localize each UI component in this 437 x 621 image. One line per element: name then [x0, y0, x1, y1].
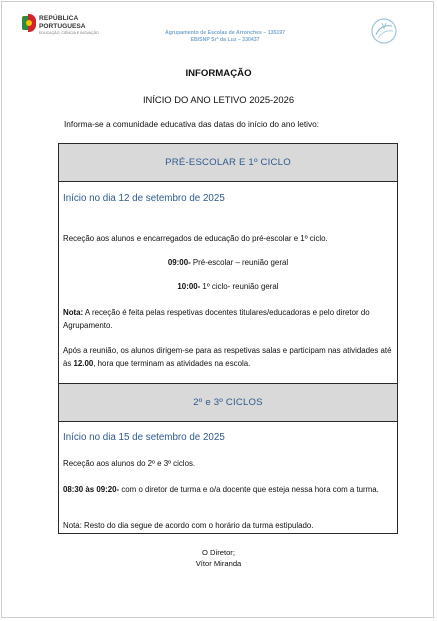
section2-time-label: 08:30 às 09:20-: [63, 485, 120, 494]
section1-item2: [63, 281, 393, 294]
section-heading-label: PRÉ-ESCOLAR E 1º CICLO: [165, 157, 291, 168]
after-pre: Após a reunião, os alunos dirigem-se para as respetivas salas e participam nas atividades até às: [63, 346, 392, 368]
logo-line-3: EDUCAÇÃO, CIÊNCIA E INOVAÇÃO: [39, 31, 99, 36]
section2-reception: Receção aos alunos do 2º e 3º ciclos.: [63, 459, 196, 468]
document-title: INFORMAÇÃO: [185, 68, 252, 79]
section1-after: [63, 345, 393, 370]
signature-name: Vítor Miranda: [195, 559, 242, 568]
section2-time: [63, 484, 393, 497]
section1-date: Início no dia 12 de setembro de 2025: [63, 193, 225, 204]
section2-time-text: com o diretor de turma e o/a docente que esteja nessa hora com a turma.: [119, 485, 379, 494]
after-time: 12.00: [73, 358, 94, 368]
logo-line-1: REPÚBLICA: [39, 15, 79, 22]
section-heading-label: 2º e 3º CICLOS: [193, 397, 263, 408]
school-header: [145, 30, 305, 43]
section2-date: Início no dia 15 de setembro de 2025: [63, 432, 225, 443]
flag-emblem-icon: [22, 14, 36, 32]
section1-reception: Receção aos alunos e encarregados de educação do pré-escolar e 1º ciclo.: [63, 234, 328, 243]
school-line-2: EB/SNP Srª da Luz – 330437: [190, 36, 260, 43]
section1-item1: [63, 257, 393, 270]
document-subtitle: INÍCIO DO ANO LETIVO 2025-2026: [142, 94, 295, 105]
school-emblem-icon: [370, 17, 398, 45]
intro-text: Informa-se a comunidade educativa das datas do início do ano letivo:: [64, 119, 320, 129]
republica-portuguesa-logo: [22, 14, 99, 36]
item1-time: 09:00-: [167, 258, 191, 267]
school-line-1: Agrupamento de Escolas de Arronches – 135197: [164, 30, 286, 36]
note-label: Nota:: [63, 308, 84, 317]
section1-note: [63, 307, 393, 332]
note-text: A receção é feita pelas respetivas docentes titulares/educadoras e pelo diretor do Agrupamento.: [63, 308, 370, 330]
item2-time: 10:00-: [177, 282, 201, 291]
section-heading-2-3-ciclos: [59, 383, 397, 422]
section2-note: Nota: Resto do dia segue de acordo com o horário da turma estipulado.: [63, 521, 314, 530]
signature-role: O Diretor;: [202, 548, 235, 557]
item1-text: Pré-escolar – reunião geral: [190, 258, 289, 267]
item2-text: 1º ciclo- reunião geral: [200, 282, 279, 291]
signature: [0, 547, 437, 569]
section-heading-pre-escolar: [59, 144, 397, 182]
logo-line-2: PORTUGUESA: [39, 22, 86, 30]
info-frame: [58, 143, 398, 534]
after-post: , hora que terminam as atividades na escola.: [93, 358, 251, 368]
